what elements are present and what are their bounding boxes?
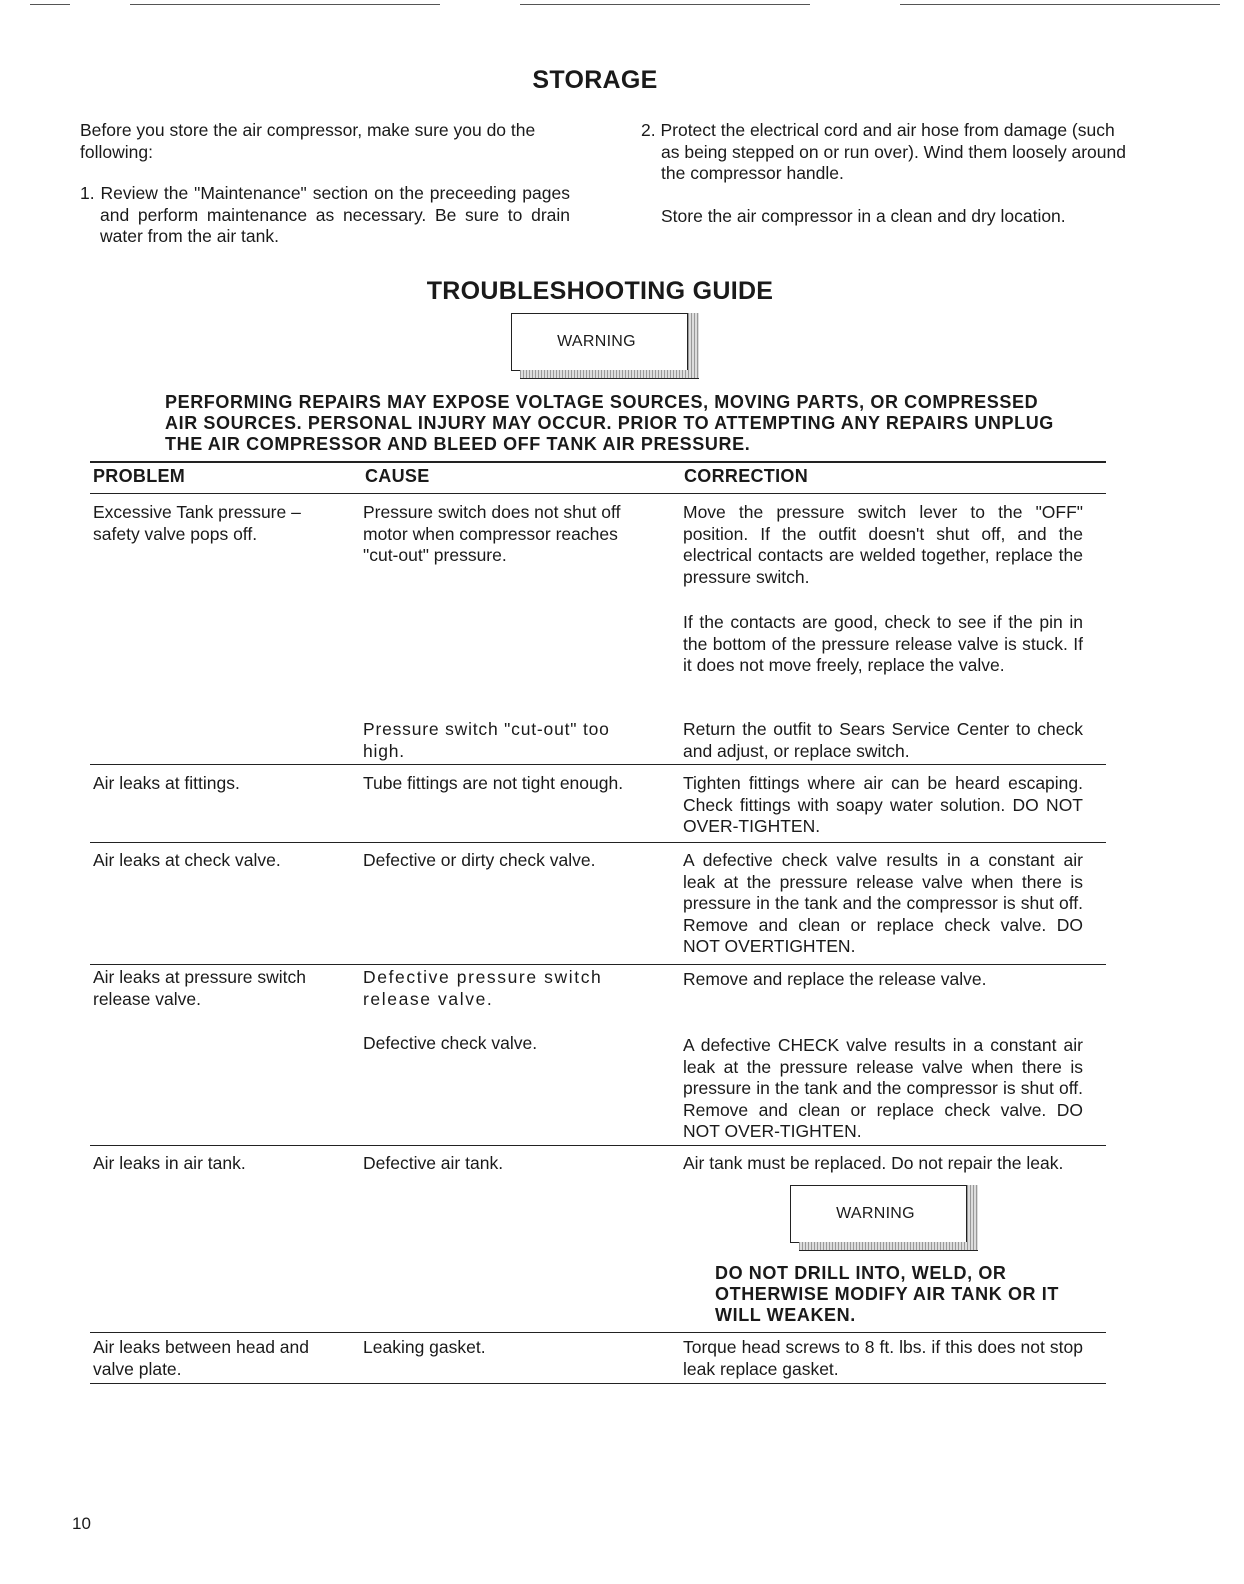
header-problem: PROBLEM bbox=[93, 466, 186, 486]
row2-correction: Tighten fittings where air can be heard escaping. Check fittings with soapy water solution. DO NOT OVER-TIGHTEN. bbox=[683, 773, 1083, 836]
header-cause: CAUSE bbox=[365, 466, 430, 486]
storage-item-2: 2. Protect the electrical cord and air hose from damage (such as being stepped on or run over). Wind them loosely around the compressor handle. bbox=[641, 120, 1126, 183]
warning-text: PERFORMING REPAIRS MAY EXPOSE VOLTAGE SOURCES, MOVING PARTS, OR COMPRESSED AIR SOURCES. PERSONAL INJURY MAY OCCUR. PRIOR TO ATTEMPTING ANY REPAIRS UNPLUG THE AIR COMPRESSOR AND BLEED OFF TANK AIR PRESSURE. bbox=[165, 392, 1054, 454]
row5-correction: Air tank must be replaced. Do not repair the leak. bbox=[683, 1153, 1064, 1173]
row5-problem: Air leaks in air tank. bbox=[93, 1153, 246, 1173]
row4-problem: Air leaks at pressure switch release valve. bbox=[93, 967, 306, 1009]
row6-problem: Air leaks between head and valve plate. bbox=[93, 1337, 309, 1379]
row6-cause: Leaking gasket. bbox=[363, 1337, 486, 1357]
storage-title: STORAGE bbox=[532, 66, 658, 94]
storage-closing: Store the air compressor in a clean and dry location. bbox=[661, 206, 1066, 226]
row1-correction-3: Return the outfit to Sears Service Center to check and adjust, or replace switch. bbox=[683, 719, 1083, 761]
storage-intro: Before you store the air compressor, make sure you do the following: bbox=[80, 120, 536, 162]
row4-cause: Defective pressure switch release valve. bbox=[363, 967, 603, 1009]
table-rule bbox=[90, 764, 1106, 765]
top-rule bbox=[900, 4, 1220, 5]
tank-warning-label: WARNING bbox=[836, 1205, 915, 1222]
row4-correction-2: A defective CHECK valve results in a constant air leak at the pressure release valve when there is pressure in the tank and the compressor is shut off. Remove and clean or replace check valve. DO NOT OVER-TIGHTEN. bbox=[683, 1035, 1083, 1141]
top-rule bbox=[30, 4, 70, 5]
row3-problem: Air leaks at check valve. bbox=[93, 850, 281, 870]
row6-correction: Torque head screws to 8 ft. lbs. if this does not stop leak replace gasket. bbox=[683, 1337, 1083, 1379]
row4-cause-2: Defective check valve. bbox=[363, 1033, 538, 1053]
row2-problem: Air leaks at fittings. bbox=[93, 773, 240, 793]
warning-box-shadow bbox=[520, 370, 699, 379]
table-rule bbox=[90, 842, 1106, 843]
row3-cause: Defective or dirty check valve. bbox=[363, 850, 596, 870]
table-rule bbox=[90, 1332, 1106, 1333]
row5-cause: Defective air tank. bbox=[363, 1153, 504, 1173]
warning-box-edge bbox=[966, 1185, 978, 1244]
row1-correction-2: If the contacts are good, check to see if the pin in the bottom of the pressure release valve is stuck. If it does not move freely, replace the valve. bbox=[683, 612, 1083, 675]
tank-warning-text: DO NOT DRILL INTO, WELD, OR OTHERWISE MODIFY AIR TANK OR IT WILL WEAKEN. bbox=[715, 1263, 1059, 1325]
row1-correction: Move the pressure switch lever to the "OFF" position. If the outfit doesn't shut off, and the electrical contacts are welded together, replace the pressure switch. bbox=[683, 502, 1083, 587]
row1-problem: Excessive Tank pressure – safety valve pops off. bbox=[93, 502, 301, 544]
row3-correction: A defective check valve results in a constant air leak at the pressure release valve when there is pressure in the tank and the compressor is shut off. Remove and clean or replace check valve. DO NOT OVERTIGHTEN. bbox=[683, 850, 1083, 956]
row1-cause-2: Pressure switch "cut-out" too high. bbox=[363, 719, 610, 761]
warning-box bbox=[511, 313, 698, 371]
page-number: 10 bbox=[72, 1514, 91, 1533]
top-rule bbox=[130, 4, 440, 5]
row4-correction: Remove and replace the release valve. bbox=[683, 969, 987, 989]
tank-warning-box bbox=[790, 1185, 977, 1243]
troubleshooting-title: TROUBLESHOOTING GUIDE bbox=[426, 277, 774, 305]
header-correction: CORRECTION bbox=[684, 466, 808, 486]
table-rule bbox=[90, 461, 1106, 463]
table-rule bbox=[90, 964, 1106, 965]
top-rule bbox=[520, 4, 810, 5]
warning-box-shadow bbox=[799, 1242, 978, 1251]
table-rule bbox=[90, 1383, 1106, 1384]
table-rule bbox=[90, 493, 1106, 494]
row1-cause: Pressure switch does not shut off motor when compressor reaches "cut-out" pressure. bbox=[363, 502, 621, 565]
row2-cause: Tube fittings are not tight enough. bbox=[363, 773, 624, 793]
table-rule bbox=[90, 1145, 1106, 1146]
warning-box-edge bbox=[687, 313, 699, 372]
warning-label: WARNING bbox=[557, 333, 636, 350]
storage-item-1: 1. Review the "Maintenance" section on the preceeding pages and perform maintenance as necessary. Be sure to drain water from the air tank. bbox=[80, 183, 570, 246]
